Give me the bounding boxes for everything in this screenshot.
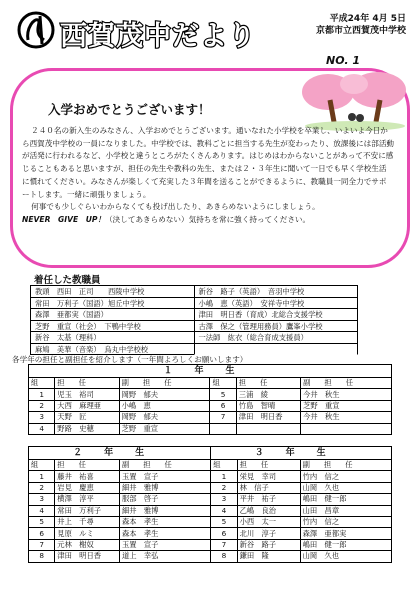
homeroom-teacher: 児玉 裕司 bbox=[55, 389, 119, 400]
grade1-table bbox=[28, 364, 392, 435]
header-kumi: 組 bbox=[29, 460, 55, 471]
class-number: 1 bbox=[29, 389, 55, 400]
homeroom-teacher: 横澤 淳平 bbox=[55, 494, 120, 505]
header-kumi: 組 bbox=[211, 460, 237, 471]
assistant-teacher: 嶋田 健一郎 bbox=[300, 494, 391, 505]
table-row bbox=[29, 528, 392, 539]
table-row bbox=[29, 471, 392, 482]
class-number: 6 bbox=[210, 400, 236, 411]
assistant-teacher: 小嶋 恵 bbox=[119, 400, 210, 411]
homeroom-intro: 各学年の担任と副担任を紹介します（一年間よろしくお願いします） bbox=[12, 355, 248, 364]
homeroom-teacher: 藤井 祐喜 bbox=[55, 471, 120, 482]
header-fukutannin: 副担任 bbox=[300, 460, 391, 471]
assistant-teacher: 岡野 郁夫 bbox=[119, 389, 210, 400]
staff-entry: 新谷 路子（英語） 音羽中学校 bbox=[194, 286, 359, 298]
class-number: 3 bbox=[29, 494, 55, 505]
cherry-blossom-illustration-icon bbox=[300, 70, 408, 132]
header-tannin: 担任 bbox=[236, 378, 300, 389]
class-number: 1 bbox=[29, 471, 55, 482]
assistant-teacher: 玉置 宣子 bbox=[119, 539, 210, 550]
assistant-teacher: 細井 雅博 bbox=[119, 482, 210, 493]
assistant-teacher: 細井 雅博 bbox=[119, 505, 210, 516]
class-number bbox=[210, 423, 236, 434]
table-row bbox=[29, 389, 392, 400]
header-fukutannin: 副担任 bbox=[119, 460, 210, 471]
assistant-teacher: 竹内 信之 bbox=[300, 516, 391, 527]
class-number: 2 bbox=[29, 482, 55, 493]
welcome-paragraph: 何事でも少しぐらいわからなくても投げ出したり、あきらめないようにしましょう。 bbox=[31, 202, 320, 212]
homeroom-teacher: 津田 明日香 bbox=[55, 551, 120, 562]
staff-entry: 一法師 紘衣（総合育成支援員） bbox=[194, 332, 359, 344]
assistant-teacher: 岡野 郁夫 bbox=[119, 412, 210, 423]
homeroom-teacher: 栄見 幸司 bbox=[237, 471, 300, 482]
assistant-teacher: 嶋田 健一郎 bbox=[300, 539, 391, 550]
staff-entry: 小嶋 恵（英語） 安祥寺中学校 bbox=[194, 298, 359, 310]
assistant-teacher: 山岡 久也 bbox=[300, 551, 391, 562]
header-kumi: 組 bbox=[210, 378, 236, 389]
staff-list bbox=[30, 285, 358, 355]
assistant-teacher: 竹内 信之 bbox=[300, 471, 391, 482]
header-kumi: 組 bbox=[29, 378, 55, 389]
issue-number: NO. 1 bbox=[326, 54, 360, 67]
class-number: 4 bbox=[29, 423, 55, 434]
table-header bbox=[29, 378, 392, 389]
staff-row bbox=[30, 321, 358, 333]
homeroom-teacher: 岩見 慶恵 bbox=[55, 482, 120, 493]
staff-row bbox=[30, 298, 358, 310]
staff-entry: 森澤 亜都実（国語） bbox=[30, 309, 194, 321]
grade2-3-table bbox=[28, 446, 392, 563]
assistant-teacher bbox=[301, 423, 392, 434]
class-number: 4 bbox=[211, 505, 237, 516]
staff-entry: 教頭 西田 正司 西陵中学校 bbox=[30, 286, 194, 298]
class-number: 1 bbox=[211, 471, 237, 482]
assistant-teacher: 森本 孝生 bbox=[119, 528, 210, 539]
welcome-heading: 入学おめでとうございます！ bbox=[48, 102, 211, 117]
grade3-label: ３年生 bbox=[211, 447, 392, 460]
table-header bbox=[29, 460, 392, 471]
table-row bbox=[29, 400, 392, 411]
assistant-teacher: 森澤 亜都実 bbox=[300, 528, 391, 539]
class-number: 6 bbox=[29, 528, 55, 539]
homeroom-teacher: 大西 麻理亜 bbox=[55, 400, 119, 411]
assistant-teacher: 山岡 久也 bbox=[300, 482, 391, 493]
homeroom-teacher: 天野 匠 bbox=[55, 412, 119, 423]
date-and-school bbox=[316, 13, 406, 37]
homeroom-teacher: 林 信子 bbox=[237, 482, 300, 493]
class-number: 7 bbox=[210, 412, 236, 423]
header-tannin: 担任 bbox=[55, 378, 119, 389]
welcome-message bbox=[22, 125, 394, 227]
table-row bbox=[29, 539, 392, 550]
staff-heading: 着任した教職員 bbox=[34, 275, 101, 286]
motto-line bbox=[22, 214, 394, 227]
homeroom-teacher: 野路 史穂 bbox=[55, 423, 119, 434]
assistant-teacher: 今井 秋生 bbox=[301, 389, 392, 400]
class-number: 8 bbox=[211, 551, 237, 562]
staff-row bbox=[30, 309, 358, 321]
staff-entry: 芝野 重宣（社会） 下鴨中学校 bbox=[30, 321, 194, 333]
class-number: 2 bbox=[211, 482, 237, 493]
motto-japanese: （決してあきらめない）気持ちを常に強く持ってください。 bbox=[105, 214, 311, 224]
grade2-label: ２年生 bbox=[29, 447, 211, 460]
assistant-teacher: 道上 幸弘 bbox=[119, 551, 210, 562]
school-emblem-icon bbox=[16, 10, 56, 50]
staff-entry: 新谷 太基（理科） bbox=[30, 332, 194, 344]
newsletter-title: 西賀茂中だより bbox=[60, 21, 256, 52]
header-fukutannin: 副担任 bbox=[301, 378, 392, 389]
table-row bbox=[29, 551, 392, 562]
staff-entry: 古澤 保之（管理用務員）鷹峯小学校 bbox=[194, 321, 359, 333]
header-fukutannin: 副担任 bbox=[119, 378, 210, 389]
table-row bbox=[29, 412, 392, 423]
homeroom-teacher: 鎌田 隆 bbox=[237, 551, 300, 562]
homeroom-teacher bbox=[236, 423, 300, 434]
assistant-teacher: 森本 孝生 bbox=[119, 516, 210, 527]
homeroom-teacher: 乙嶋 良治 bbox=[237, 505, 300, 516]
grade1-label: １年生 bbox=[29, 365, 392, 378]
class-number: 3 bbox=[29, 412, 55, 423]
table-row bbox=[29, 516, 392, 527]
class-number: 7 bbox=[29, 539, 55, 550]
homeroom-teacher: 井上 千尋 bbox=[55, 516, 120, 527]
assistant-teacher: 山田 昌章 bbox=[300, 505, 391, 516]
homeroom-teacher: 新谷 路子 bbox=[237, 539, 300, 550]
welcome-paragraph: ２４０名の新入生のみなさん、入学おめでとうございます。通いなれた小学校を卒業し、いよいよ今日から西賀茂中学校の一員になりました。中学校では、教科ごとに担当する先生が変わったり、放課後には部活動が活発に行われるなど、小学校と違うところがたくさんあります。はじめはわからないことがあって不安に感じることもあると思いますが、担任の先生や教科の先生、または２・３年生に聞いて一日でも早く学校生活に慣れてください。みなさんが楽しくて充実した３年間を送ることができるように、教職員一同全力でサポートします。一緒に頑張りましょう。 bbox=[22, 126, 395, 199]
class-number: 7 bbox=[211, 539, 237, 550]
homeroom-teacher: 竹島 智晴 bbox=[236, 400, 300, 411]
class-number: 5 bbox=[211, 516, 237, 527]
class-number: 8 bbox=[29, 551, 55, 562]
class-number: 3 bbox=[211, 494, 237, 505]
homeroom-teacher: 常田 万利子 bbox=[55, 505, 120, 516]
table-row bbox=[29, 482, 392, 493]
assistant-teacher: 玉置 宣子 bbox=[119, 471, 210, 482]
table-row bbox=[29, 505, 392, 516]
staff-entry: 常田 万利子（国語）旭丘中学校 bbox=[30, 298, 194, 310]
staff-entry: 麻鳩 美華（音楽） 烏丸中学校校 bbox=[30, 344, 194, 356]
staff-entry: 津田 明日香（育成）北総合支援学校 bbox=[194, 309, 359, 321]
class-number: 5 bbox=[210, 389, 236, 400]
homeroom-teacher: 見原 ルミ bbox=[55, 528, 120, 539]
staff-row bbox=[30, 286, 358, 298]
class-number: 5 bbox=[29, 516, 55, 527]
assistant-teacher: 芝野 重宣 bbox=[301, 400, 392, 411]
class-number: 4 bbox=[29, 505, 55, 516]
motto-english: NEVER GIVE UP！ bbox=[22, 214, 106, 224]
assistant-teacher: 服部 啓子 bbox=[119, 494, 210, 505]
class-number: 6 bbox=[211, 528, 237, 539]
homeroom-teacher: 北川 淳子 bbox=[237, 528, 300, 539]
school-name: 京都市立西賀茂中学校 bbox=[315, 26, 406, 36]
homeroom-teacher: 小西 太一 bbox=[237, 516, 300, 527]
homeroom-teacher: 三浦 綾 bbox=[236, 389, 300, 400]
homeroom-teacher: 平井 祐子 bbox=[237, 494, 300, 505]
staff-row bbox=[30, 332, 358, 344]
homeroom-teacher: 元林 榭奴 bbox=[55, 539, 120, 550]
class-number: 2 bbox=[29, 400, 55, 411]
homeroom-teacher: 津田 明日香 bbox=[236, 412, 300, 423]
header-tannin: 担任 bbox=[55, 460, 120, 471]
table-row bbox=[29, 494, 392, 505]
assistant-teacher: 今井 秋生 bbox=[301, 412, 392, 423]
assistant-teacher: 芝野 重宣 bbox=[119, 423, 210, 434]
table-row bbox=[29, 423, 392, 434]
issue-date: 平成24年 4月 5日 bbox=[329, 14, 406, 24]
header-tannin: 担任 bbox=[237, 460, 300, 471]
